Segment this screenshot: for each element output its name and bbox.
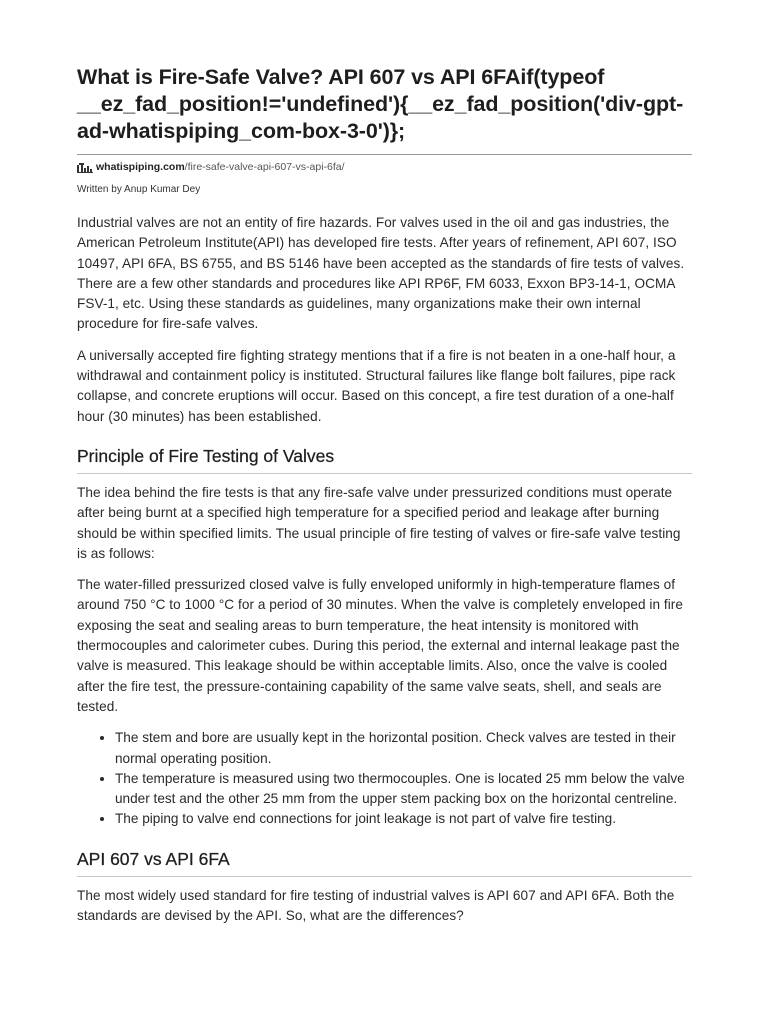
- title-divider: [77, 154, 692, 155]
- section-divider: [77, 473, 692, 474]
- source-line: [77, 159, 692, 175]
- intro-paragraph-2: A universally accepted fire fighting strategy mentions that if a fire is not beaten in a one-half hour, a withdrawal and containment policy is instituted. Structural failures like flange bolt failures, pipe rack collapse, and concrete eruptions will occur. Based on this concept, a fire test duration of a one-half hour (30 minutes) has been established.: [77, 347, 676, 424]
- section-heading-principle: Principle of Fire Testing of Valves: [77, 445, 335, 466]
- section-divider: [77, 876, 692, 877]
- section2-paragraph-1: The most widely used standard for fire testing of industrial valves is API 607 and API 6FA. Both the standards are devised by the API. So, what are the differences?: [77, 887, 675, 924]
- list-item: • The temperature is measured using two thermocouples. One is located 25 mm below the valve under test and the other 25 mm from the upper stem packing box on the horizontal centreline.: [115, 769, 692, 810]
- intro-paragraph-1: Industrial valves are not an entity of fire hazards. For valves used in the oil and gas industries, the American Petroleum Institute(API) has developed fire tests. After years of refinement, API 607, ISO 10497, API 6FA, BS 6755, and BS 5146 have been accepted as the standards of fire tests of valves. There are a few other standards and procedures like API RP6F, FM 6033, Exxon BP3-14-1, OCMA FSV-1, etc. Using these standards as guidelines, many organizations make their own internal procedure for fire-safe valves.: [77, 215, 685, 332]
- source-path-link[interactable]: /fire-safe-valve-api-607-vs-api-6fa/: [184, 161, 345, 173]
- byline: Written by Anup Kumar Dey: [77, 184, 201, 195]
- site-favicon-icon: [77, 162, 93, 172]
- list-item: • The stem and bore are usually kept in the horizontal position. Check valves are tested in their normal operating position.: [115, 728, 692, 769]
- article-title: What is Fire-Safe Valve? API 607 vs API 6FAif(typeof __ez_fad_position!='undefined'){__ez_fad_position('div-gpt-ad-whatispiping_com-box-3-0')};: [77, 65, 684, 143]
- principle-bullet-list: [77, 728, 692, 829]
- section1-paragraph-2: The water-filled pressurized closed valve is fully enveloped uniformly in high-temperature flames of around 750 °C to 1000 °C for a period of 30 minutes. When the valve is completely enveloped in fire exposing the seat and sealing areas to burn temperature, the heat intensity is monitored with thermocouples and calorimeter cubes. During this period, the external and internal leakage past the valve is measured. This leakage should be within acceptable limits. Also, once the valve is cooled after the fire test, the pressure-containing capability of the same valve seats, shell, and seals are tested.: [77, 577, 683, 714]
- source-domain-link[interactable]: whatispiping.com: [96, 161, 185, 173]
- section1-paragraph-1: The idea behind the fire tests is that any fire-safe valve under pressurized conditions must operate after being burnt at a specified high temperature for a specified period and leakage after burning should be within specified limits. The usual principle of fire testing of valves or fire-safe valve testing is as follows:: [77, 484, 681, 561]
- section-heading-api-comparison: API 607 vs API 6FA: [77, 848, 230, 869]
- list-item: • The piping to valve end connections for joint leakage is not part of valve fire testing.: [115, 809, 692, 829]
